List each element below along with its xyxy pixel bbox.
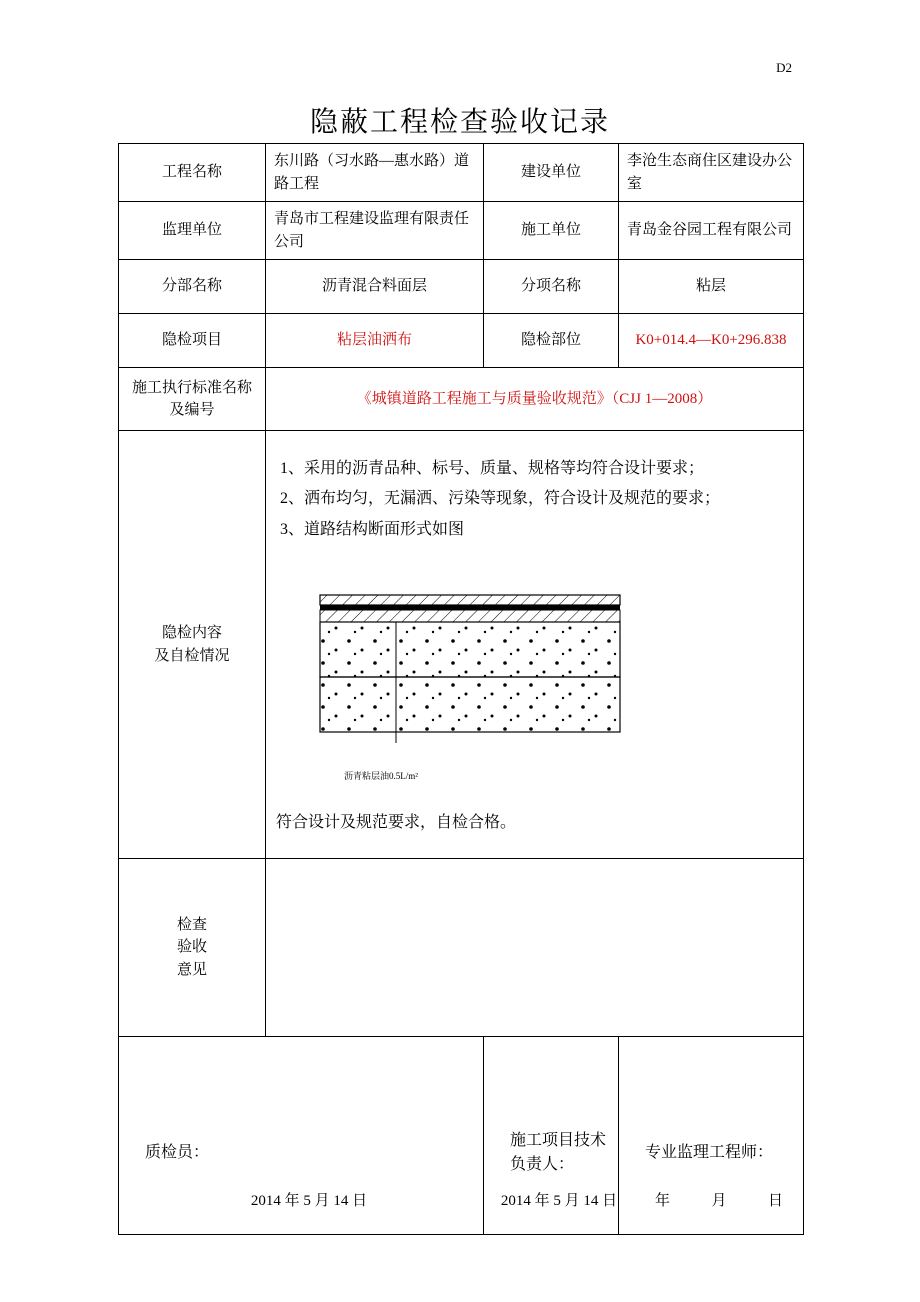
supervision-unit-value: 青岛市工程建设监理有限责任公司	[266, 202, 484, 260]
table-row	[119, 368, 804, 431]
construction-unit-label: 建设单位	[484, 144, 619, 202]
road-section-figure	[318, 591, 648, 783]
content-closing: 符合设计及规范要求，自检合格。	[276, 814, 517, 832]
content-label-line2: 及自检情况	[154, 647, 230, 664]
signature-supervisor-day: 日	[768, 1192, 784, 1209]
signature-tech-lead-date: 2014 年 5 月 14 日	[500, 1192, 618, 1209]
signature-row	[119, 1037, 804, 1235]
contractor-label: 施工单位	[484, 202, 619, 260]
hidden-item-label: 隐检项目	[119, 314, 266, 368]
content-line-3: 3、道路结构断面形式如图	[280, 520, 465, 538]
table-row	[119, 859, 804, 1037]
signature-inspector-title: 质检员：	[145, 1143, 210, 1161]
contractor-value: 青岛金谷园工程有限公司	[619, 202, 804, 260]
table-row	[119, 260, 804, 314]
signature-inspector-date: 2014 年 5 月 14 日	[250, 1192, 368, 1209]
content-line-2: 2、洒布均匀，无漏洒、污染等现象，符合设计及规范的要求；	[280, 490, 721, 508]
subdivision-label: 分项名称	[484, 260, 619, 314]
supervision-unit-label: 监理单位	[119, 202, 266, 260]
signature-tech-lead-title: 施工项目技术负责人：	[510, 1131, 607, 1173]
signature-supervisor-date	[627, 1190, 811, 1213]
division-label: 分部名称	[119, 260, 266, 314]
signature-supervisor-year: 年	[654, 1192, 670, 1209]
table-row	[119, 144, 804, 202]
opinion-value	[266, 859, 804, 1037]
table-row	[119, 202, 804, 260]
content-label	[119, 431, 266, 859]
division-value: 沥青混合料面层	[266, 260, 484, 314]
opinion-label-line1: 检查	[176, 916, 207, 933]
hidden-part-label: 隐检部位	[484, 314, 619, 368]
signature-supervisor-month: 月	[711, 1192, 727, 1209]
standard-label: 施工执行标准名称及编号	[119, 368, 266, 431]
signature-tech-lead	[484, 1037, 619, 1235]
opinion-label-line3: 意见	[176, 961, 207, 978]
opinion-label	[119, 859, 266, 1037]
record-table	[118, 143, 804, 1235]
table-row	[119, 314, 804, 368]
content-body	[266, 431, 804, 859]
opinion-label-line2: 验收	[176, 939, 207, 956]
signature-supervisor	[619, 1037, 804, 1235]
signature-supervisor-title: 专业监理工程师：	[645, 1143, 774, 1161]
project-name-label: 工程名称	[119, 144, 266, 202]
content-label-line1: 隐检内容	[161, 625, 222, 641]
construction-unit-value: 李沧生态商住区建设办公室	[619, 144, 804, 202]
page-code: D2	[776, 60, 792, 75]
subdivision-value: 粘层	[619, 260, 804, 314]
page-title: 隐蔽工程检查验收记录	[309, 105, 610, 138]
table-row	[119, 431, 804, 859]
hidden-item-value: 粘层油洒布	[266, 314, 484, 368]
content-line-1: 1、采用的沥青品种、标号、质量、规格等均符合设计要求；	[280, 459, 705, 477]
hidden-part-value: K0+014.4—K0+296.838	[619, 314, 804, 368]
road-structure-diagram	[318, 591, 628, 756]
standard-value: 《城镇道路工程施工与质量验收规范》（CJJ 1—2008）	[266, 368, 804, 431]
project-name-value: 东川路（习水路—惠水路）道路工程	[266, 144, 484, 202]
figure-caption: 沥青粘层油0.5L/m²	[344, 770, 418, 781]
signature-inspector	[119, 1037, 484, 1235]
